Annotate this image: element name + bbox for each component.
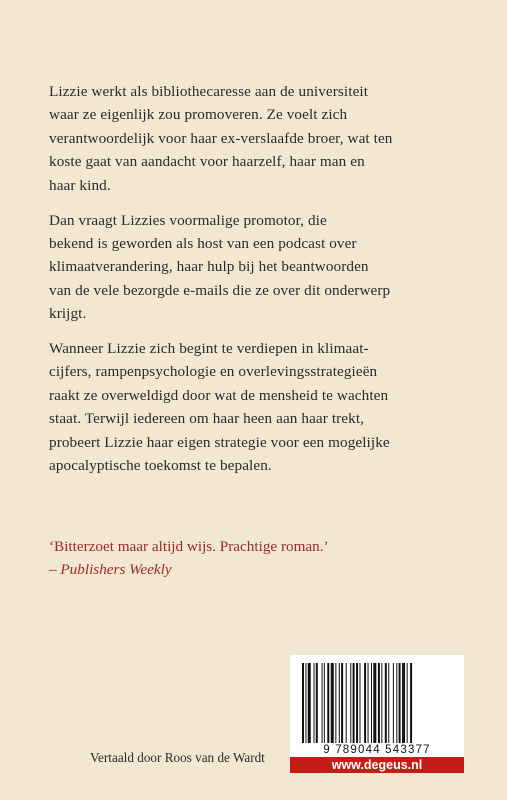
quote-text: ‘Bitterzoet maar altijd wijs. Prachtige roman.’ bbox=[49, 538, 329, 555]
barcode-bar bbox=[399, 663, 401, 743]
blurb-line: Lizzie werkt als bibliothecaresse aan de universiteit bbox=[49, 83, 369, 100]
barcode-bar bbox=[402, 663, 405, 743]
blurb-line: cijfers, rampenpsychologie en overlevingsstrategieën bbox=[49, 363, 378, 381]
blurb-line: klimaatverandering, haar hulp bij het beantwoorden bbox=[49, 258, 369, 276]
back-cover-blurb bbox=[49, 80, 469, 489]
blurb-paragraph-1 bbox=[49, 80, 469, 197]
quote-source: – Publishers Weekly bbox=[49, 561, 172, 579]
barcode-bar bbox=[378, 663, 380, 743]
blurb-line: verantwoordelijk voor haar ex-verslaafde broer, wat ten bbox=[49, 129, 393, 147]
barcode-bar bbox=[353, 663, 355, 743]
barcode-bar bbox=[339, 663, 340, 743]
translator-credit: Vertaald door Roos van de Wardt bbox=[90, 750, 265, 765]
barcode-bar bbox=[388, 663, 389, 743]
barcode-bar bbox=[341, 663, 343, 743]
blurb-paragraph-2 bbox=[49, 209, 469, 326]
barcode-bar bbox=[331, 663, 334, 743]
barcode-bar bbox=[324, 663, 325, 743]
blurb-line: krijgt. bbox=[49, 305, 87, 323]
publisher-website: www.degeus.nl bbox=[290, 757, 464, 773]
blurb-line: Wanneer Lizzie zich begint te verdiepen in klimaat- bbox=[49, 340, 369, 358]
barcode-bar bbox=[356, 663, 358, 743]
barcode-bar bbox=[410, 663, 412, 743]
barcode-bar bbox=[327, 663, 329, 743]
barcode-bar bbox=[346, 663, 347, 743]
barcode-bar bbox=[385, 663, 387, 743]
barcode-bar bbox=[302, 663, 304, 743]
barcode-bar bbox=[396, 663, 397, 743]
barcode-bar bbox=[407, 663, 408, 743]
barcode-bar bbox=[350, 663, 351, 743]
barcode-bar bbox=[305, 663, 306, 743]
barcode-bar bbox=[381, 663, 382, 743]
barcode-bar bbox=[368, 663, 369, 743]
blurb-paragraph-3 bbox=[49, 337, 469, 477]
barcode-bar bbox=[364, 663, 366, 743]
blurb-line: haar kind. bbox=[49, 176, 111, 194]
barcode-bar bbox=[322, 663, 323, 743]
barcode-bar bbox=[314, 663, 315, 743]
barcode-bar bbox=[393, 663, 394, 743]
blurb-line: staat. Terwijl iedereen om haar heen aan haar trekt, bbox=[49, 410, 365, 428]
blurb-line: bekend is geworden als host van een podcast over bbox=[49, 234, 357, 252]
blurb-line: apocalyptische toekomst te bepalen. bbox=[49, 457, 272, 475]
blurb-line: koste gaat van aandacht voor haarzelf, haar man en bbox=[49, 153, 365, 171]
blurb-line: probeert Lizzie haar eigen strategie voor een mogelijke bbox=[49, 433, 390, 451]
blurb-line: Dan vraagt Lizzies voormalige promotor, die bbox=[49, 211, 327, 229]
barcode-image bbox=[300, 663, 454, 743]
barcode-bar bbox=[373, 663, 376, 743]
barcode-bar bbox=[335, 663, 336, 743]
isbn-number: 9 789044 543377 bbox=[323, 744, 431, 756]
barcode-bar bbox=[360, 663, 361, 743]
barcode-bar bbox=[371, 663, 372, 743]
barcode-panel bbox=[290, 655, 464, 773]
blurb-line: raakt ze overweldigd door wat de mensheid te wachten bbox=[49, 386, 389, 404]
review-quote bbox=[49, 535, 469, 582]
barcode-bar bbox=[308, 663, 311, 743]
blurb-line: waar ze eigenlijk zou promoveren. Ze voelt zich bbox=[49, 106, 348, 124]
blurb-line: van de vele bezorgde e-mails die ze over dit onderwerp bbox=[49, 281, 391, 299]
barcode-bar bbox=[316, 663, 318, 743]
